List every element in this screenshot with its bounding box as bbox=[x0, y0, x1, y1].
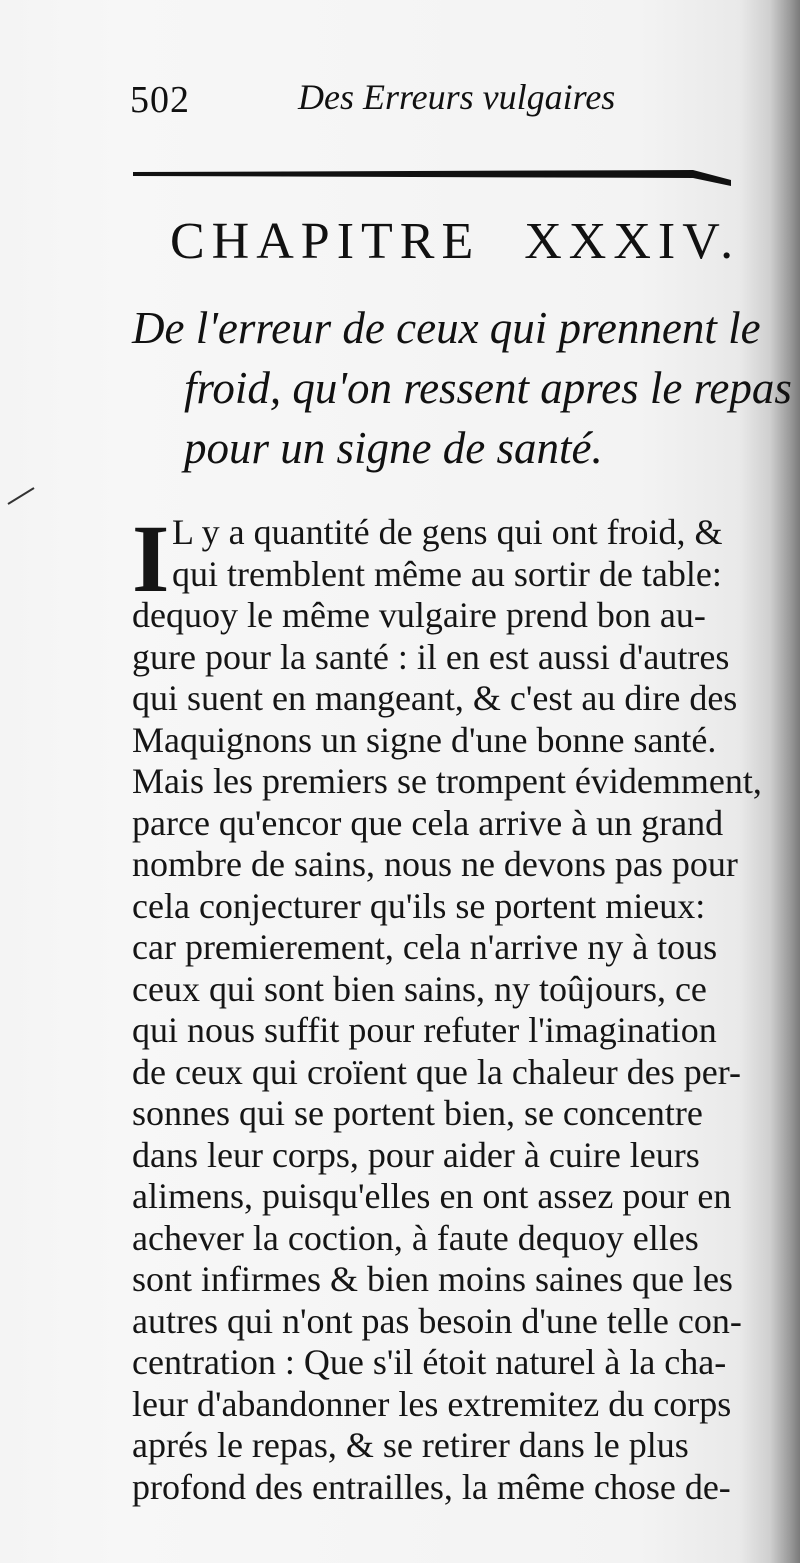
text-line: gure pour la santé : il en est aussi d'autres bbox=[132, 636, 730, 677]
drop-cap: I bbox=[132, 505, 170, 612]
text-line: cela conjecturer qu'ils se portent mieux: bbox=[132, 885, 706, 926]
chapter-subtitle bbox=[132, 298, 792, 478]
subtitle-line: pour un signe de santé. bbox=[184, 423, 603, 473]
text-line: sont infirmes & bien moins saines que les bbox=[132, 1259, 733, 1299]
text-line: sonnes qui se portent bien, se concentre bbox=[132, 1093, 703, 1133]
text-line: centration : Que s'il étoit naturel à la cha- bbox=[132, 1342, 727, 1382]
text-line: alimens, puisqu'elles en ont assez pour en bbox=[132, 1176, 732, 1216]
chapter-label: CHAPITRE bbox=[170, 213, 481, 270]
page-number: 502 bbox=[130, 79, 190, 121]
text-line: qui tremblent même au sortir de table: bbox=[172, 553, 722, 594]
subtitle-line: froid, qu'on ressent apres le repas bbox=[184, 363, 792, 413]
text-line: parce qu'encor que cela arrive à un grand bbox=[132, 802, 724, 843]
text-line: profond des entrailles, la même chose de- bbox=[132, 1466, 731, 1507]
text-line: autres qui n'ont pas besoin d'une telle con- bbox=[132, 1300, 742, 1341]
running-head bbox=[130, 72, 650, 132]
text-line: car premierement, cela n'arrive ny à tous bbox=[132, 927, 718, 967]
subtitle-line: De l'erreur de ceux qui prennent le bbox=[132, 303, 761, 353]
text-line: ceux qui sont bien sains, ny toûjours, ce bbox=[132, 968, 707, 1009]
chapter-heading bbox=[170, 212, 750, 271]
text-line: L y a quantité de gens qui ont froid, & bbox=[172, 512, 723, 552]
text-line: de ceux qui croïent que la chaleur des per- bbox=[132, 1051, 741, 1092]
text-line: Mais les premiers se trompent évidemment, bbox=[132, 761, 762, 801]
text-line: achever la coction, à faute dequoy elles bbox=[132, 1217, 699, 1258]
text-line: aprés le repas, & se retirer dans le plus bbox=[132, 1425, 689, 1465]
text-line: leur d'abandonner les extremitez du corps bbox=[132, 1383, 732, 1424]
running-title: Des Erreurs vulgaires bbox=[298, 77, 616, 117]
margin-mark bbox=[6, 484, 36, 506]
text-line: Maquignons un signe d'une bonne santé. bbox=[132, 719, 717, 760]
header-rule bbox=[133, 160, 733, 188]
text-line: dequoy le même vulgaire prend bon au- bbox=[132, 595, 706, 635]
text-line: qui nous suffit pour refuter l'imagination bbox=[132, 1010, 717, 1050]
text-line: nombre de sains, nous ne devons pas pour bbox=[132, 844, 738, 884]
chapter-body bbox=[132, 505, 772, 1508]
chapter-numeral: XXXIV. bbox=[524, 213, 741, 270]
text-line: dans leur corps, pour aider à cuire leurs bbox=[132, 1134, 700, 1175]
text-line: qui suent en mangeant, & c'est au dire des bbox=[132, 678, 738, 718]
